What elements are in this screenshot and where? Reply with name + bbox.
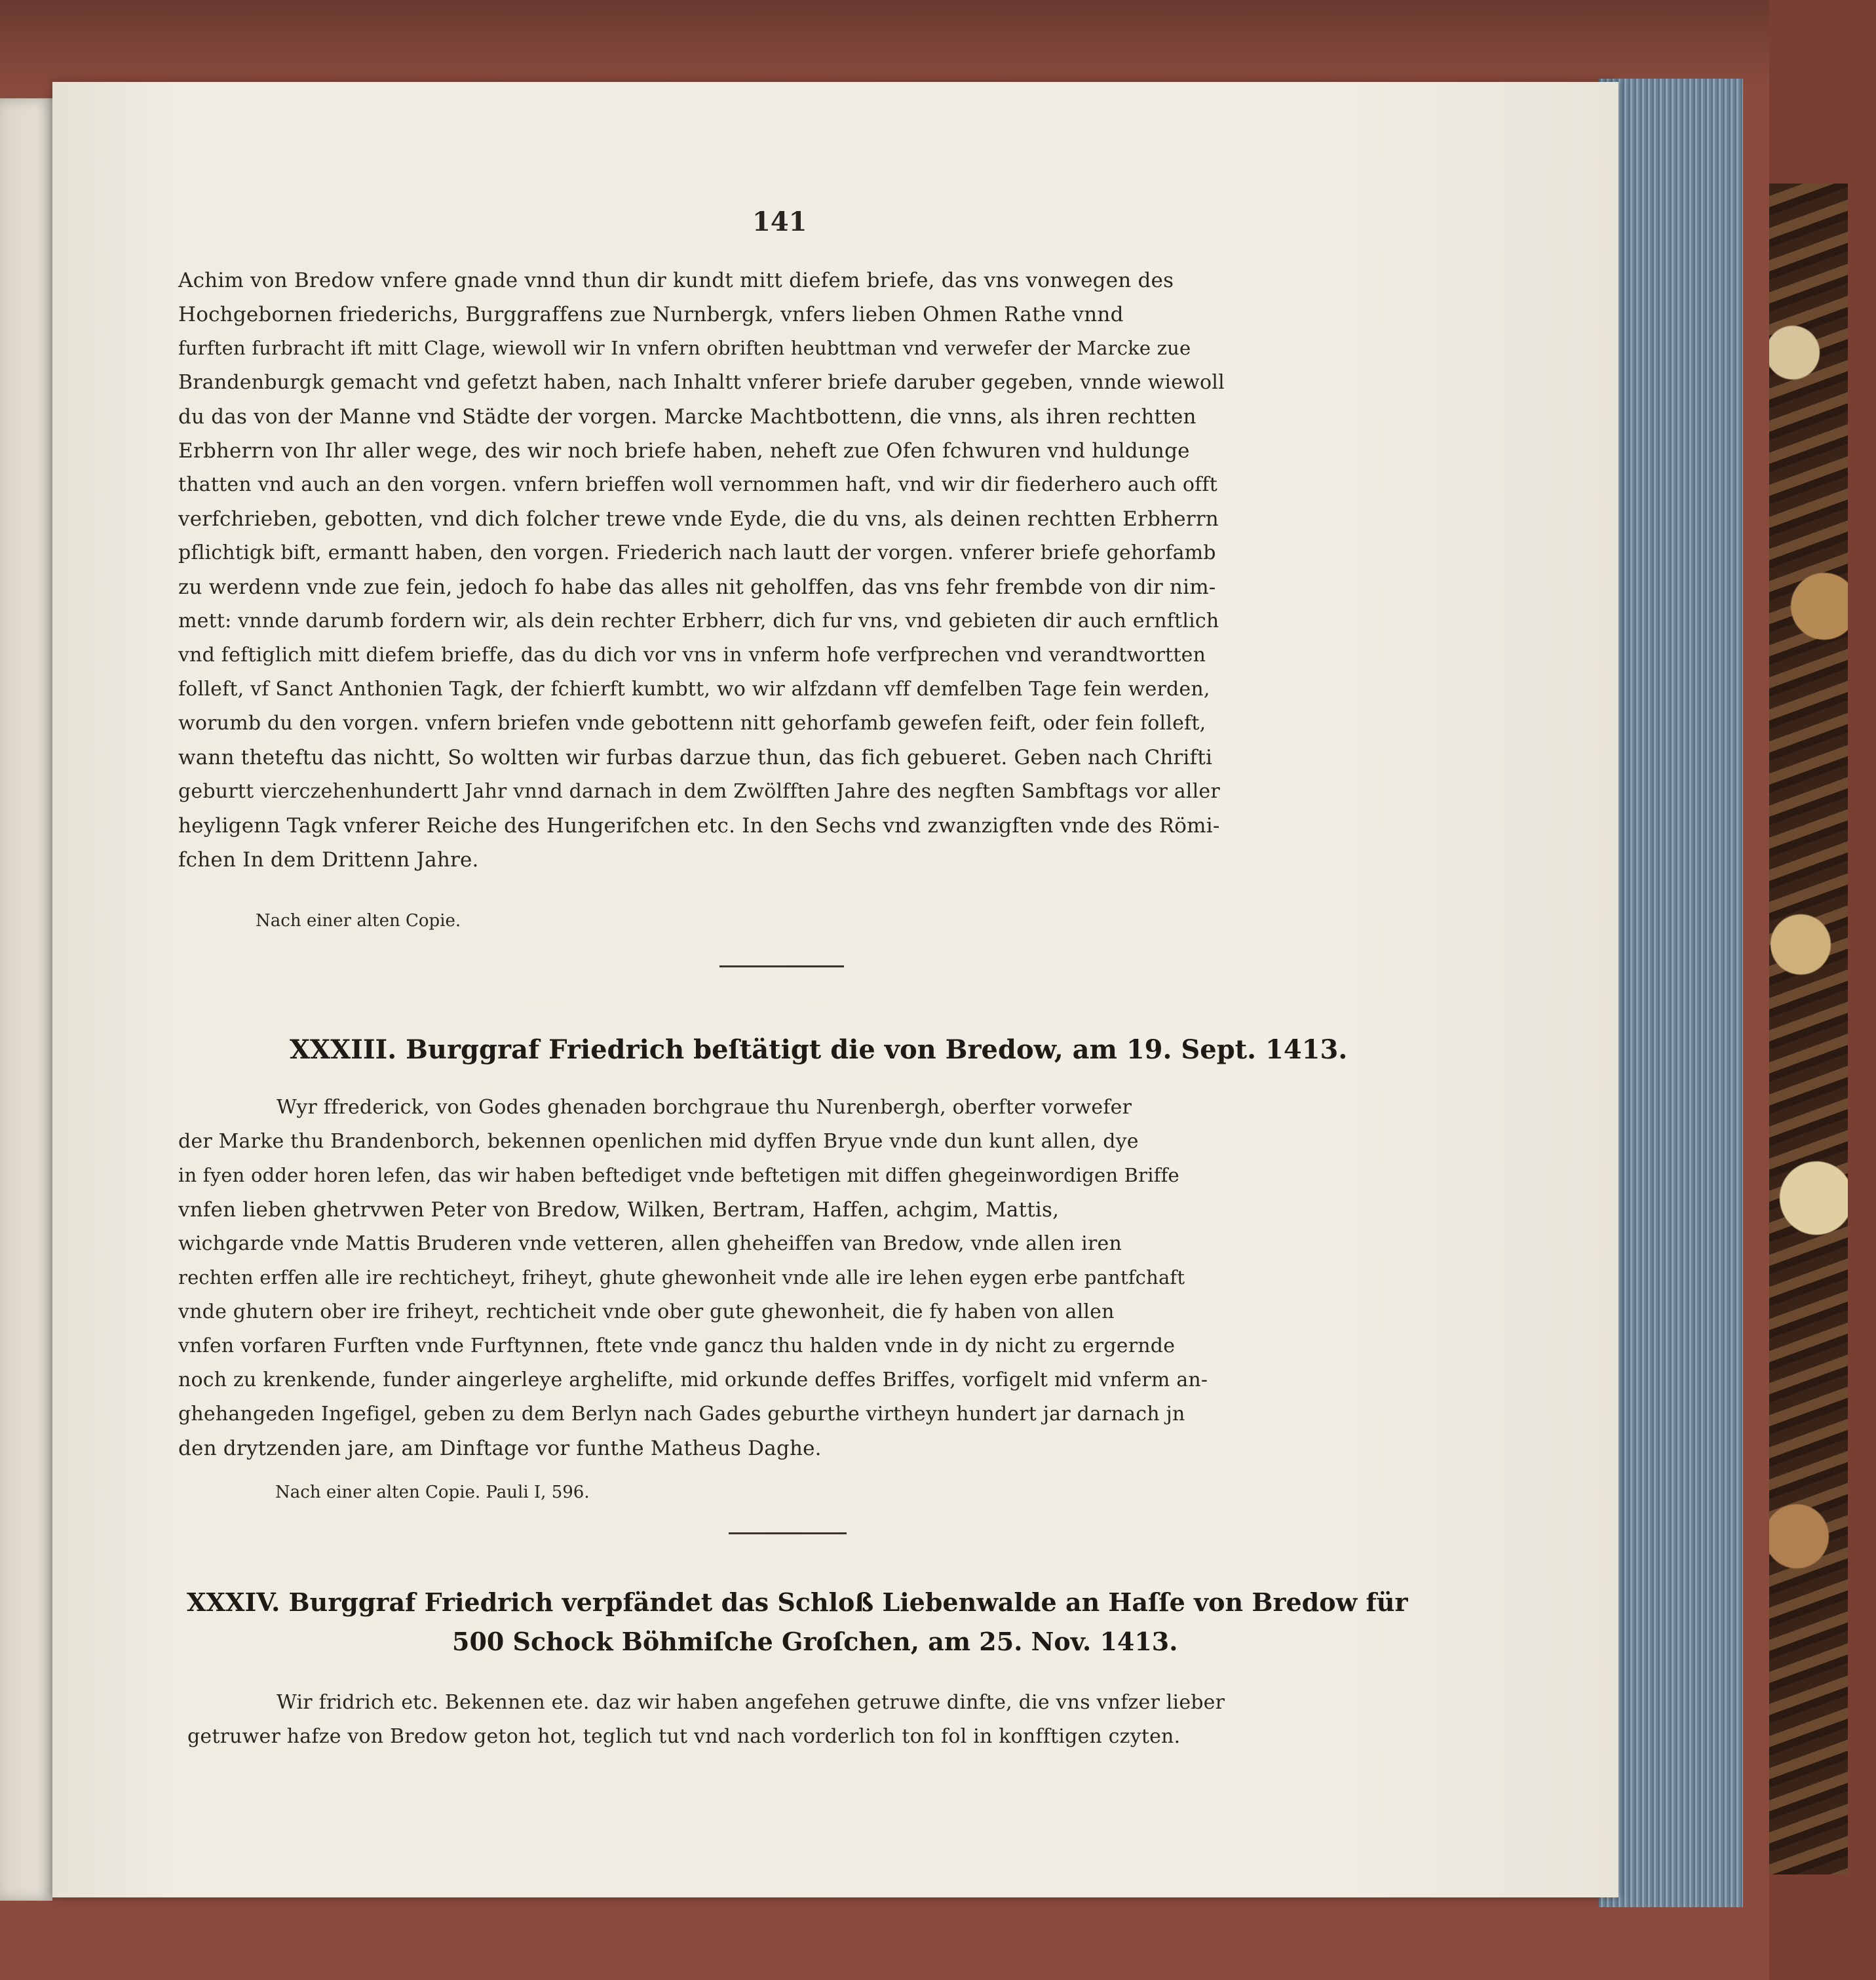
text-line: wichgarde vnde Mattis Bruderen vnde vetteren, allen gheheiffen van Bredow, vnde allen iren bbox=[178, 1232, 1122, 1255]
text-line: rechten erffen alle ire rechticheyt, friheyt, ghute ghewonheit vnde alle ire lehen eygen erbe pantfchaft bbox=[178, 1266, 1185, 1289]
text-line: vnfen lieben ghetrvwen Peter von Bredow, Wilken, Bertram, Haffen, achgim, Mattis, bbox=[178, 1198, 1060, 1222]
text-line: vnfen vorfaren Furften vnde Furftynnen, ftete vnde gancz thu halden vnde in dy nicht zu ergernde bbox=[178, 1334, 1176, 1357]
text-line: du das von der Manne vnd Städte der vorgen. Marcke Machtbottenn, die vnns, als ihren rechtten bbox=[178, 405, 1196, 429]
text-line: thatten vnd auch an den vorgen. vnfern brieffen woll vernommen haft, vnd wir dir fiederhero auch offt bbox=[178, 473, 1217, 496]
text-line: vnde ghutern ober ire friheyt, rechticheit vnde ober gute ghewonheit, die fy haben von allen bbox=[178, 1300, 1115, 1323]
text-line: vnd feftiglich mitt diefem brieffe, das du dich vor vns in vnferm hofe verfprechen vnd verandtwortten bbox=[178, 644, 1206, 667]
text-line: zu werdenn vnde zue fein, jedoch fo habe das alles nit geholffen, das vns fehr frembde von dir nim- bbox=[178, 575, 1216, 599]
text-line: Erbherrn von Ihr aller wege, des wir noch briefe haben, neheft zue Ofen fchwuren vnd huldunge bbox=[178, 439, 1190, 463]
facing-page-edge bbox=[0, 98, 52, 1901]
text-line: Hochgebornen friederichs, Burggraffens zue Nurnbergk, vnfers lieben Ohmen Rathe vnnd bbox=[178, 303, 1124, 326]
text-line: worumb du den vorgen. vnfern briefen vnde gebottenn nitt gehorfamb gewefen feift, oder fein folleft, bbox=[178, 712, 1206, 735]
text-line: fchen In dem Drittenn Jahre. bbox=[178, 848, 479, 872]
page-number: 141 bbox=[752, 206, 807, 237]
section-divider bbox=[719, 965, 844, 967]
text-line: noch zu krenkende, funder aingerleye arghelifte, mid orkunde deffes Briffes, vorfigelt mid vnferm an- bbox=[178, 1369, 1208, 1391]
text-line: der Marke thu Brandenborch, bekennen openlichen mid dyffen Bryue vnde dun kunt allen, dye bbox=[178, 1130, 1139, 1153]
section-heading: XXXIII. Burggraf Friedrich beſtätigt die von Bredow, am 19. Sept. 1413. bbox=[290, 1034, 1348, 1065]
page-block-edges bbox=[1599, 79, 1743, 1907]
text-line: folleft, vf Sanct Anthonien Tagk, der fchierft kumbtt, wo wir alfzdann vff demfelben Tage fein werden, bbox=[178, 678, 1210, 701]
binding-top bbox=[0, 0, 1876, 92]
section-text bbox=[178, 1691, 1384, 1770]
section-divider bbox=[729, 1532, 847, 1534]
source-note: Nach einer alten Copie. Pauli I, 596. bbox=[275, 1483, 590, 1502]
text-line: Wir fridrich etc. Bekennen ete. daz wir haben angefehen getruwe dinfte, die vns vnfzer lieber bbox=[277, 1691, 1225, 1714]
marbled-endpaper bbox=[1769, 184, 1848, 1874]
text-line: in fyen odder horen lefen, das wir haben beftediget vnde beftetigen mit diffen ghegeinwordigen Briffe bbox=[178, 1164, 1179, 1186]
text-line: geburtt vierczehenhundertt Jahr vnnd darnach in dem Zwölfften Jahre des negften Sambftags vor aller bbox=[178, 780, 1220, 803]
section-heading: XXXIV. Burggraf Friedrich verpfändet das Schloß Liebenwalde an Haſſe von Bredow für bbox=[187, 1587, 1408, 1617]
section-heading-continued: 500 Schock Böhmiſche Groſchen, am 25. Nov. 1413. bbox=[452, 1627, 1178, 1656]
text-line: Achim von Bredow vnfere gnade vnnd thun dir kundt mitt diefem briefe, das vns vonwegen des bbox=[178, 269, 1174, 292]
text-line: den drytzenden jare, am Dinftage vor funthe Matheus Daghe. bbox=[178, 1437, 822, 1460]
section-text bbox=[178, 1096, 1384, 1476]
source-note: Nach einer alten Copie. bbox=[256, 911, 461, 931]
text-line: pflichtigk bift, ermantt haben, den vorgen. Friederich nach lautt der vorgen. vnferer briefe gehorfamb bbox=[178, 541, 1216, 564]
text-line: ghehangeden Ingefigel, geben zu dem Berlyn nach Gades geburthe virtheyn hundert jar darnach jn bbox=[178, 1403, 1185, 1426]
letter-text bbox=[178, 269, 1384, 885]
text-line: heyligenn Tagk vnferer Reiche des Hungerifchen etc. In den Sechs vnd zwanzigften vnde des Römi- bbox=[178, 814, 1220, 838]
text-line: furften furbracht ift mitt Clage, wiewoll wir In vnfern obriften heubttman vnd verwefer der Marcke zue bbox=[178, 337, 1191, 359]
text-line: mett: vnnde darumb fordern wir, als dein rechter Erbherr, dich fur vns, vnd gebieten dir auch ernftlich bbox=[178, 610, 1219, 632]
text-line: verfchrieben, gebotten, vnd dich folcher trewe vnde Eyde, die du vns, als deinen rechtten Erbherrn bbox=[178, 507, 1219, 531]
text-line: getruwer hafze von Bredow geton hot, teglich tut vnd nach vorderlich ton fol in konfftigen czyten. bbox=[187, 1725, 1181, 1748]
text-line: Wyr ffrederick, von Godes ghenaden borchgraue thu Nurenbergh, oberfter vorwefer bbox=[277, 1096, 1132, 1119]
text-line: wann theteftu das nichtt, So woltten wir furbas darzue thun, das fich gebueret. Geben nach Chrifti bbox=[178, 746, 1213, 769]
text-line: Brandenburgk gemacht vnd gefetzt haben, nach Inhaltt vnferer briefe daruber gegeben, vnnde wiewoll bbox=[178, 371, 1225, 394]
